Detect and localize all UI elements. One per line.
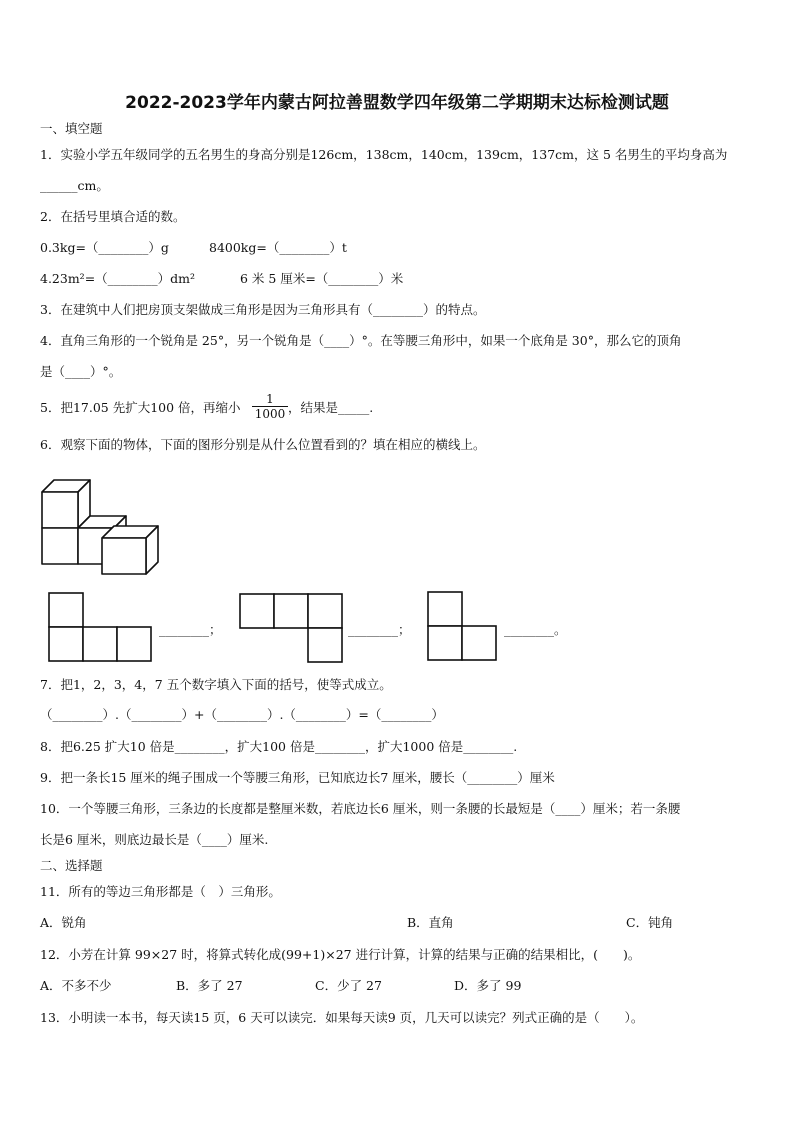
- question-2-item-kg-t: 8400kg=（________）t: [209, 240, 347, 255]
- question-7: 7．把1，2，3，4，7 五个数字填入下面的括号，使等式成立。: [40, 677, 392, 692]
- question-2-item-kg-g: 0.3kg=（________）g: [40, 240, 169, 255]
- view-1-answer-blank[interactable]: ________；: [159, 622, 222, 637]
- question-3: 3．在建筑中人们把房顶支架做成三角形是因为三角形具有（________）的特点。: [40, 302, 486, 317]
- section-heading-multiple-choice: 二、选择题: [40, 858, 103, 873]
- question-12-option-a[interactable]: A．不多不少: [40, 978, 112, 993]
- view-2-answer-blank[interactable]: ________；: [348, 622, 411, 637]
- question-5-part-2: ，结果是_____.: [288, 400, 374, 415]
- question-13: 13．小明读一本书，每天读15 页，6 天可以读完．如果每天读9 页，几天可以读完？列式正确的是（ ）。: [40, 1010, 644, 1025]
- question-4-line-1: 4．直角三角形的一个锐角是 25°，另一个锐角是（____）°。在等腰三角形中，如果一个底角是 30°，那么它的顶角: [40, 333, 682, 348]
- question-7-equation: （________）.（________）+（________）.（________）=（________）: [40, 707, 444, 722]
- question-1-line-1: 1．实验小学五年级同学的五名男生的身高分别是126cm，138cm，140cm，139cm，137cm，这 5 名男生的平均身高为: [40, 147, 728, 162]
- fraction-numerator: 1: [252, 392, 288, 407]
- fraction-denominator: 1000: [254, 407, 286, 421]
- page-title: 2022-2023学年内蒙古阿拉善盟数学四年级第二学期期末达标检测试题: [125, 93, 669, 113]
- cube-stack-figure: [40, 478, 162, 574]
- question-12-option-c[interactable]: C．少了 27: [315, 978, 382, 993]
- question-5-part-1: 5．把17.05 先扩大100 倍，再缩小: [40, 400, 241, 415]
- question-11-option-c[interactable]: C．钝角: [626, 915, 674, 930]
- question-2-item-m-cm: 6 米 5 厘米=（________）米: [240, 271, 404, 286]
- question-11-option-a[interactable]: A．锐角: [40, 915, 87, 930]
- question-12-option-b[interactable]: B．多了 27: [176, 978, 243, 993]
- question-4-line-2: 是（____）°。: [40, 364, 122, 379]
- question-6: 6．观察下面的物体，下面的图形分别是从什么位置看到的？填在相应的横线上。: [40, 437, 486, 452]
- question-8: 8．把6.25 扩大10 倍是________，扩大100 倍是________，扩大1000 倍是________.: [40, 739, 518, 754]
- question-10-line-2: 长是6 厘米，则底边最长是（____）厘米.: [40, 832, 269, 847]
- view-3-answer-blank[interactable]: ________。: [504, 622, 567, 637]
- question-5-fraction: [252, 392, 288, 421]
- view-figure-1: [48, 592, 152, 662]
- question-11: 11．所有的等边三角形都是（ ）三角形。: [40, 884, 281, 899]
- view-figure-2: [239, 593, 343, 663]
- question-2-item-m2-dm2: 4.23m²=（________）dm²: [40, 271, 196, 286]
- question-12: 12．小芳在计算 99×27 时，将算式转化成(99+1)×27 进行计算，计算的结果与正确的结果相比，( )。: [40, 947, 641, 962]
- question-10-line-1: 10．一个等腰三角形，三条边的长度都是整厘米数，若底边长6 厘米，则一条腰的长最短是（____）厘米；若一条腰: [40, 801, 681, 816]
- question-9: 9．把一条长15 厘米的绳子围成一个等腰三角形，已知底边长7 厘米，腰长（________）厘米: [40, 770, 555, 785]
- question-1-line-2: ______cm。: [40, 178, 109, 193]
- question-2: 2．在括号里填合适的数。: [40, 209, 186, 224]
- section-heading-fill-blank: 一、填空题: [40, 121, 103, 136]
- question-12-option-d[interactable]: D．多了 99: [454, 978, 522, 993]
- question-11-option-b[interactable]: B．直角: [407, 915, 454, 930]
- view-figure-3: [427, 591, 497, 661]
